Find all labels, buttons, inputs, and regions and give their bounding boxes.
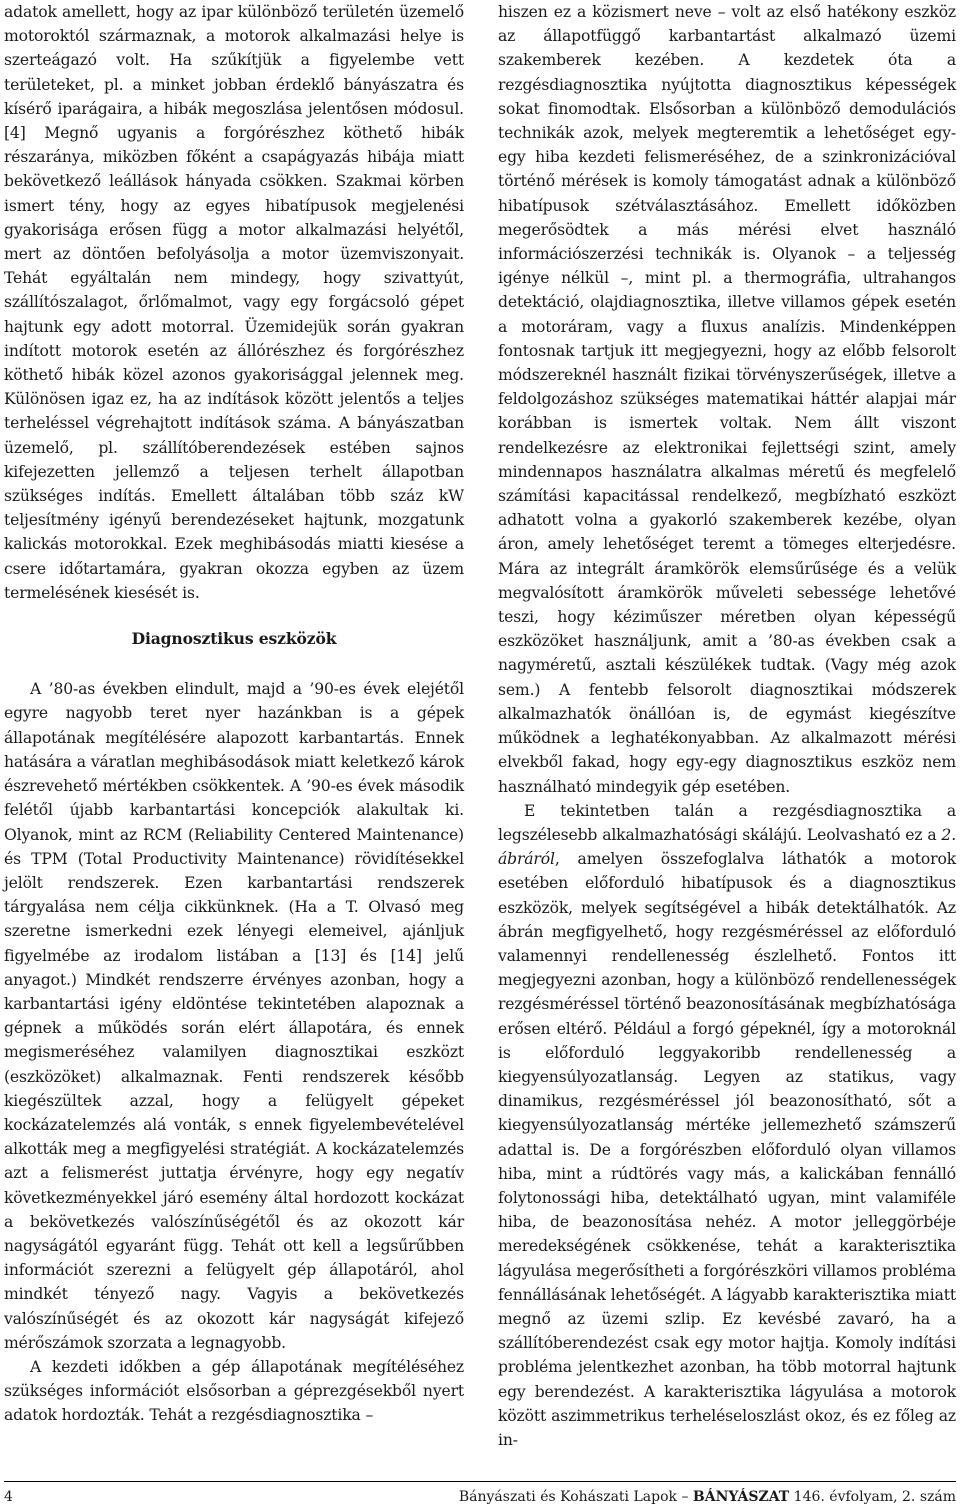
- figure-reference: 2. ábráról: [498, 825, 956, 869]
- body-paragraph: A kezdeti időkben a gép állapotának megítéléséhez szükséges információt elsősorban a géprezgésekből nyert adatok hordozták. Tehát a rezgésdiagnosztika –: [4, 1357, 464, 1425]
- footer-divider: [4, 1481, 956, 1482]
- page-number: 4: [4, 1489, 13, 1505]
- right-column: [498, 0, 956, 1452]
- journal-section: BÁNYÁSZAT: [692, 1489, 790, 1505]
- paragraph-text: , amelyen összefoglalva láthatók a motorok esetében előforduló hibatípusok és a diagnosztikus eszközök, melyek segítségével a hibák detektálhatók. Az ábrán megfigyelhető, hogy rezgésméréssel az előforduló valamennyi rendellenesség észlelhető. Fontos itt megjegyezni azonban, hogy a különböző rendellenességek rezgésméréssel történő beazonosításának megbízhatósága erősen eltérő. Például a forgó gépeknél, így a motoroknál is előforduló leggyakoribb rendellenesség a kiegyensúlyozatlanság. Legyen az statikus, vagy dinamikus, rezgésméréssel jól beazonosítható, sőt a kiegyensúlyozatlanság mértéke jellemezhető számszerű adattal is. De a forgórészben előforduló olyan villamos hiba, mint a rúdtörés vagy más, a kalickában fennálló folytonossági hiba, detektálható ugyan, mint valamiféle hiba, de beazonosítása nehéz. A motor jelleggörbéje meredekségének csökkenése, tehát a karakterisztika lágyulása megerősítheti a forgórészköri villamos probléma fennállásának lehetőségét. A lágyabb karakterisztika miatt megnő az üzemi szlip. Ez kevésbé zavaró, ha a szállítóberendezést csak egy motor hajtja. Komoly indítási probléma jelentkezhet azonban, ha több motorral hajtunk egy berendezést. A karakterisztika lágyulása a motorok között aszimmetrikus terheléseloszlást okoz, és ez főleg az in-: [498, 850, 956, 1449]
- body-paragraph: [498, 799, 956, 1452]
- left-column: [4, 0, 464, 1428]
- body-paragraph: adatok amellett, hogy az ipar különböző területén üzemelő motoroktól származnak, a motorok alkalmazási helye is szerteágazó volt. Ha szűkítjük a figyelembe vett területeket, pl. a minket jobban érdeklő bányászatra és kísérő iparágaira, a hibák megoszlása jelentősen módosul. [4] Megnő ugyanis a forgórészhez köthető hibák részaránya, miközben főként a csapágyazás hibája miatt bekövetkező leállások hányada csökken. Szakmai körben ismert tény, hogy az egyes hibatípusok megjelenési gyakorisága erősen függ a motor alkalmazási helyétől, mert az döntően befolyásolja a motor üzemviszonyait. Tehát egyáltalán nem mindegy, hogy szivattyút, szállítószalagot, őrlőmalmot, vagy egy forgácsoló gépet hajtunk egy adott motorral. Üzemidejük során gyakran indított motorok esetén az állórészhez és forgórészhez köthető hibák közel azonos gyakorisággal jelennek meg. Különösen igaz ez, ha az indítások között jelentős a teljes terheléssel végrehajtott indítások száma. A bányászatban üzemelő, pl. szállítóberendezések estében sajnos kifejezetten jellemző a teljesen terhelt állapotban szükséges indítás. Emellett általában több száz kW teljesítmény igényű berendezéseket hajtunk, mozgatunk kalickás motorokkal. Ezek meghibásodás miatti kiesése a csere időtartamára, gyakran okozza egyben az üzem termelésének kiesését is.: [4, 3, 464, 602]
- journal-issue: 146. évfolyam, 2. szám: [789, 1489, 956, 1505]
- journal-name: Bányászati és Kohászati Lapok –: [458, 1489, 693, 1505]
- section-heading: Diagnosztikus eszközök: [131, 629, 337, 649]
- body-paragraph: hiszen ez a közismert neve – volt az első hatékony eszköz az állapotfüggő karbantartást alkalmazó üzemi szakemberek kezében. A kezdetek óta a rezgésdiagnosztika nyújtotta diagnosztikus képességek sokat finomodtak. Elsősorban a különböző demodulációs technikák azok, melyek megteremtik a lehetőséget egy-egy hiba kezdeti felismeréséhez, de a szinkronizációval történő mérések is komoly támogatást adnak a különböző hibatípusok szétválasztásához. Emellett időközben megerősödtek a más mérési elvet használó információszerzési technikák is. Olyanok – a teljesség igénye nélkül –, mint pl. a thermográfia, ultrahangos detektáció, olajdiagnosztika, illetve villamos gépek esetén a motoráram, vagy a fluxus analízis. Mindenképpen fontosnak tartjuk itt megjegyezni, hogy az előbb felsorolt módszereknél használt fizikai törvényszerűségek, illetve a feldolgozáshoz szükséges matematikai háttér alapjai már korábban is ismertek voltak. Nem állt viszont rendelkezésre az elektronikai fejlettségi szint, amely mindennapos használatra alkalmas méretű és megfelelő számítási kapacitással rendelkező, megbízható eszközt adhatott volna a gyakorló szakemberek kezébe, olyan áron, amely lehetőséget teremt a tömeges elterjedésre. Mára az integrált áramkörök elemsűrűsége és a velük megvalósított áramkörök műveleti sebessége lehetővé teszi, hogy kéziműszer méretben olyan képességű eszközöket használjunk, amit a ’80-as években csak a nagyméretű, asztali készülékek tudtak. (Vagy még azok sem.) A fentebb felsorolt diagnosztikai módszerek alkalmazhatók önállóan is, de egymást kiegészítve működnek a leghatékonyabban. Az alkalmazott mérési elvekből fakad, hogy egy-egy diagnosztikus eszköz nem használható mindegyik gép esetében.: [498, 3, 956, 796]
- paragraph-text: E tekintetben talán a rezgésdiagnosztika a legszélesebb alkalmazhatósági skálájú. Leolvasható ez a: [498, 801, 956, 844]
- journal-footer: [459, 1489, 956, 1505]
- body-paragraph: A ’80-as években elindult, majd a ’90-es évek elejétől egyre nagyobb teret nyer hazánkban is a gépek állapotának megítélésére alapozott karbantartás. Ennek hatására a váratlan meghibásodások miatt keletkező károk észrevehető mértékben csökkentek. A ’90-es évek második felétől újabb karbantartási koncepciók alakultak ki. Olyanok, mint az RCM (Reliability Centered Maintenance) és TPM (Total Productivity Maintenance) rövidítésekkel jelölt rendszerek. Ezen karbantartási rendszerek tárgyalása nem célja cikkünknek. (Ha a T. Olvasó meg szeretne ismerkedni ezek lényegi elemeivel, ajánljuk figyelmébe az irodalom listában a [13] és [14] jelű anyagot.) Mindkét rendszerre érvényes azonban, hogy a karbantartási igény eldöntése tekintetében alapoznak a gépnek a működés során elért állapotára, és ennek megismeréséhez valamilyen diagnosztikai eszközt (eszközöket) alkalmaznak. Fenti rendszerek később kiegészültek azzal, hogy a felügyelt gépeket kockázatelemzés alá vonták, s ennek figyelembevételével alkották meg a megfigyelési stratégiát. A kockázatelemzés azt a felismerést juttatja érvényre, hogy egy negatív következményekkel járó esemény által hordozott kockázat a bekövetkezés valószínűségétől és az okozott kár nagyságától egyaránt függ. Tehát ott kell a legsűrűbben információt szerezni a felügyelt gép állapotáról, ahol mindkét tényező nagy. Vagyis a bekövetkezés valószínűségét és az okozott kár nagyságát kifejező mérőszámok szorzata a legnagyobb.: [4, 680, 464, 1352]
